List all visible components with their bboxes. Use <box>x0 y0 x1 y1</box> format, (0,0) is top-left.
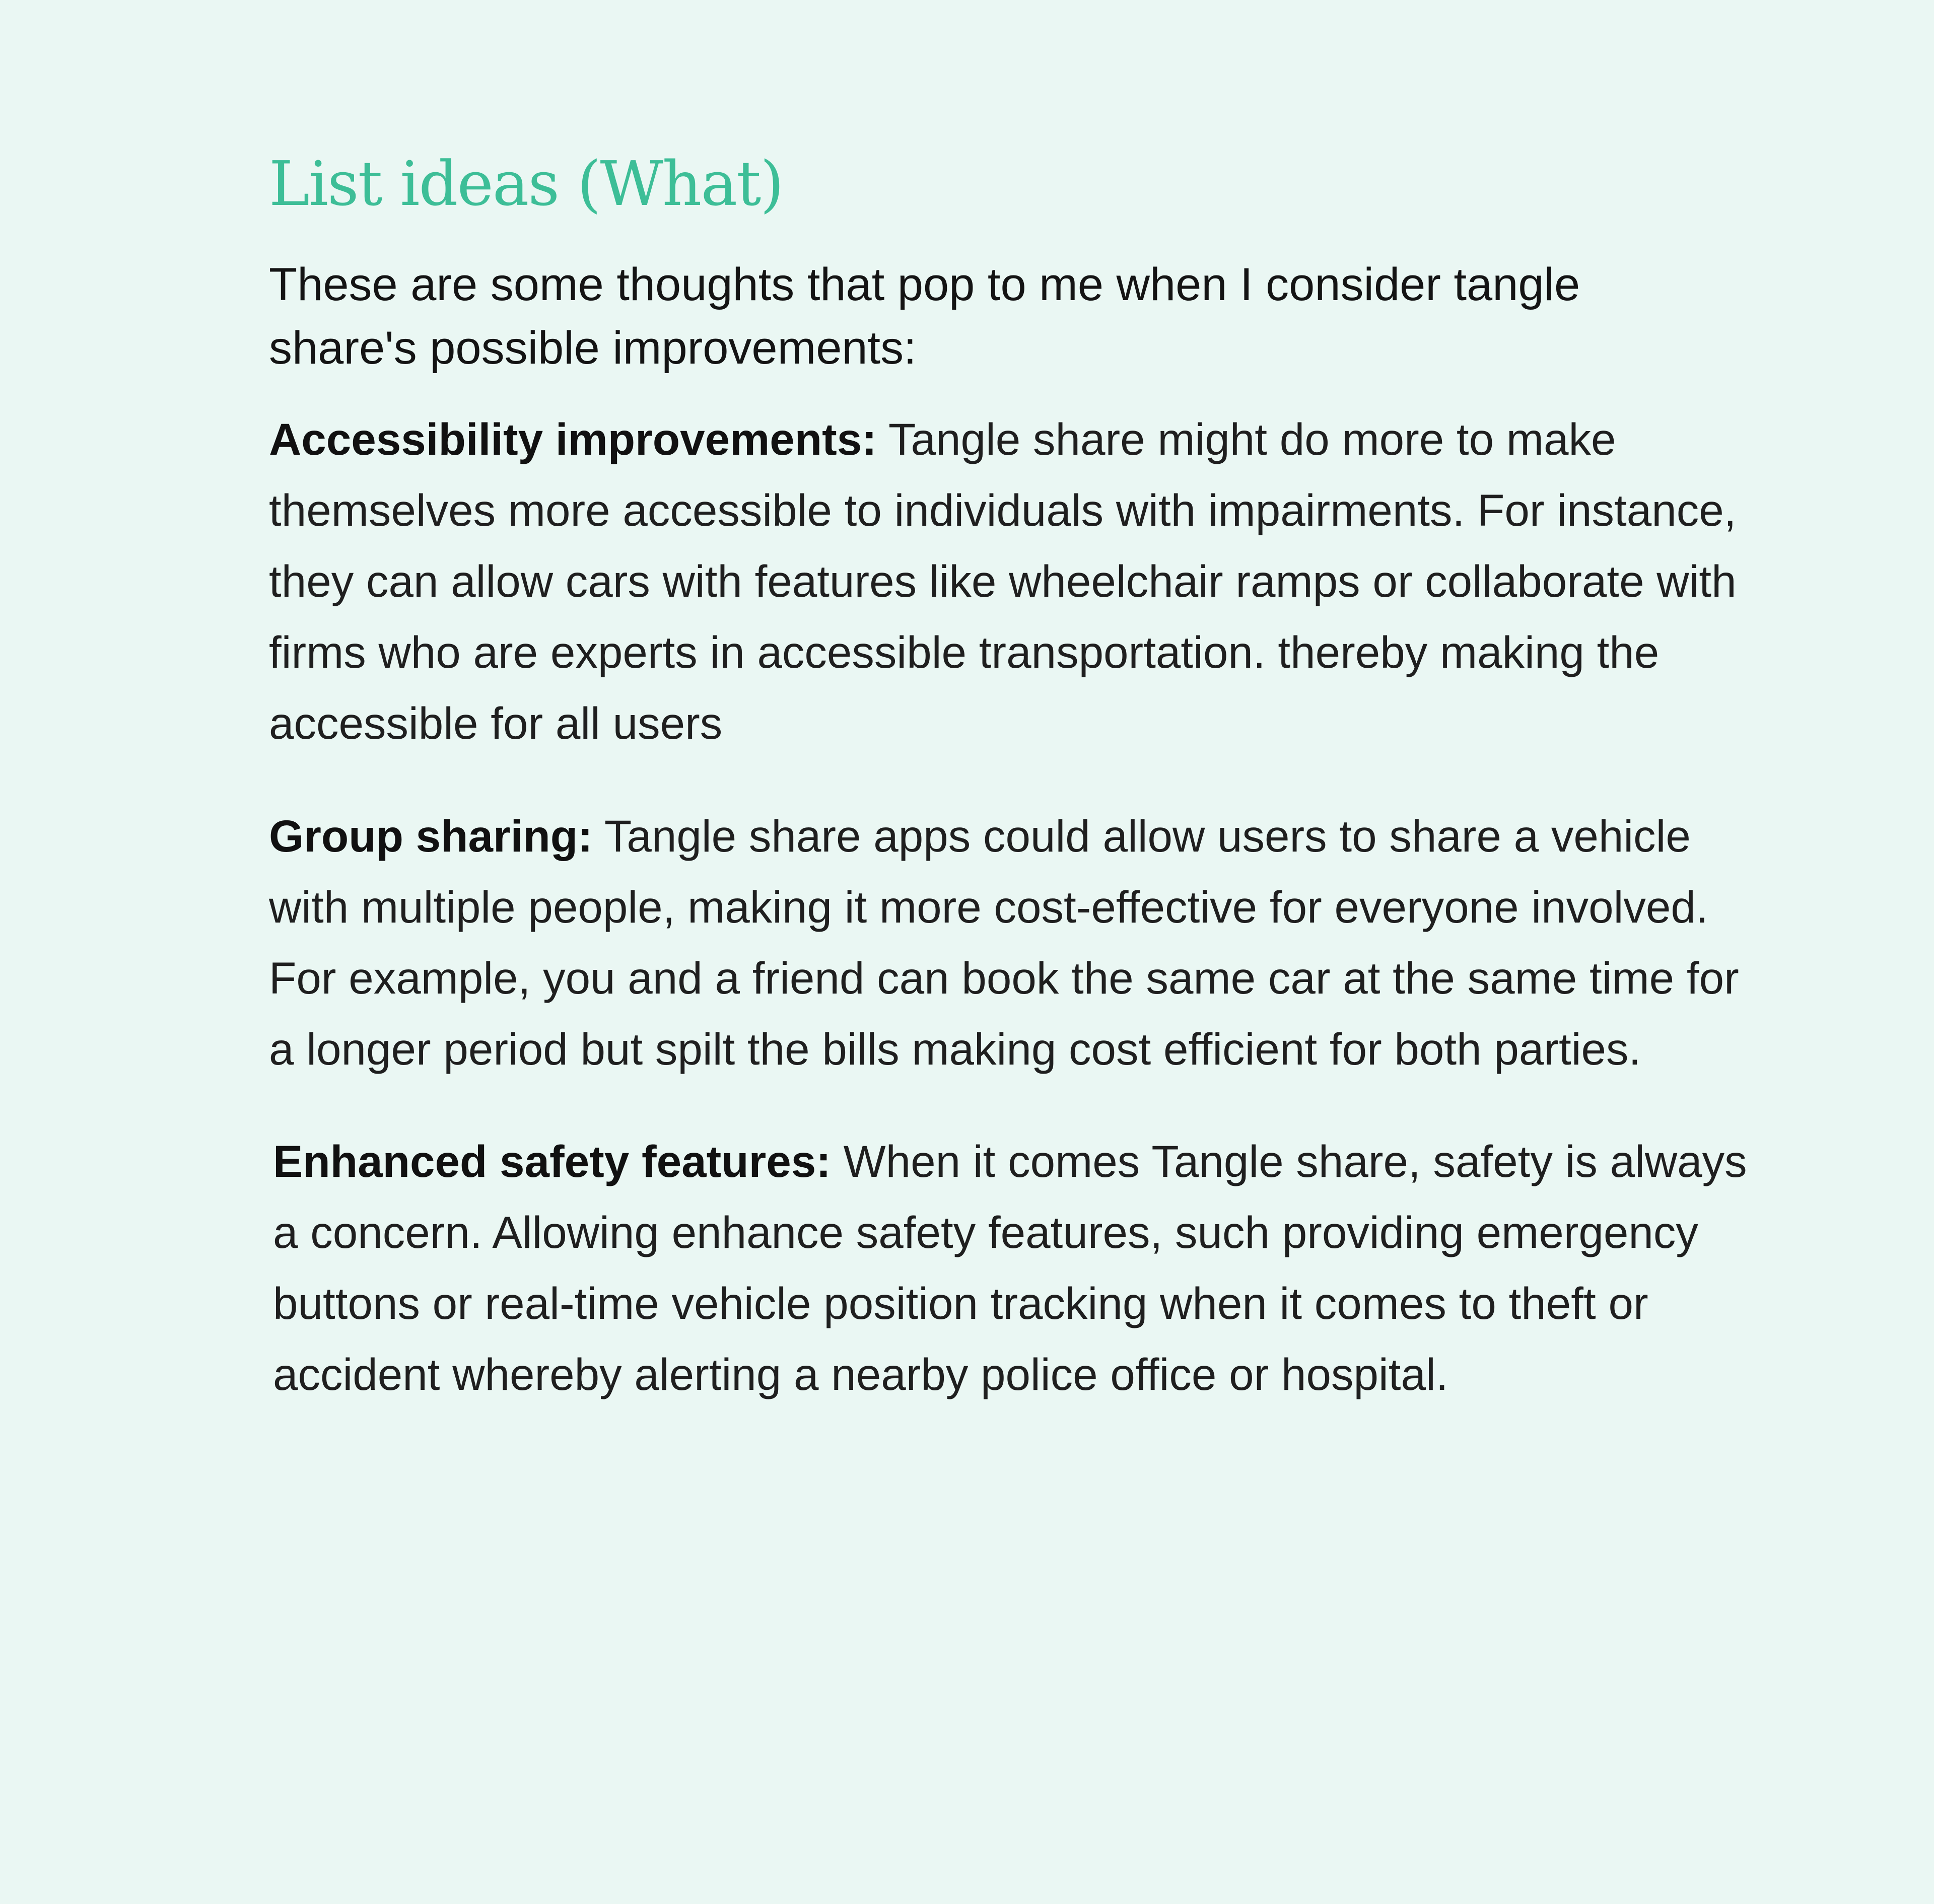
idea-label: Group sharing: <box>269 811 593 861</box>
document-content <box>269 141 1750 1410</box>
idea-label: Enhanced safety features: <box>273 1136 831 1186</box>
idea-group-sharing <box>269 801 1760 1085</box>
page-title: List ideas (What) <box>269 148 783 220</box>
idea-text: When it comes Tangle share, safety is always a concern. Allowing enhance safety features, such providing emergency buttons or real-time vehicle position tracking when it comes to theft or accident whereby alerting a nearby police office or hospital. <box>273 1136 1747 1399</box>
idea-label: Accessibility improvements: <box>269 414 877 464</box>
idea-safety-features <box>273 1126 1764 1410</box>
idea-accessibility <box>269 404 1760 759</box>
idea-text: Tangle share apps could allow users to share a vehicle with multiple people, making it more cost-effective for everyone involved. For example, you and a friend can book the same car at the same time for a longer period but spilt the bills making cost efficient for both parties. <box>269 811 1739 1074</box>
intro-paragraph: These are some thoughts that pop to me when I consider tangle share's possible improvements: <box>269 259 1580 374</box>
idea-text: Tangle share might do more to make themselves more accessible to individuals with impairments. For instance, they can allow cars with features like wheelchair ramps or collaborate with firms who are experts in accessible transportation. thereby making the accessible for all users <box>269 414 1737 748</box>
